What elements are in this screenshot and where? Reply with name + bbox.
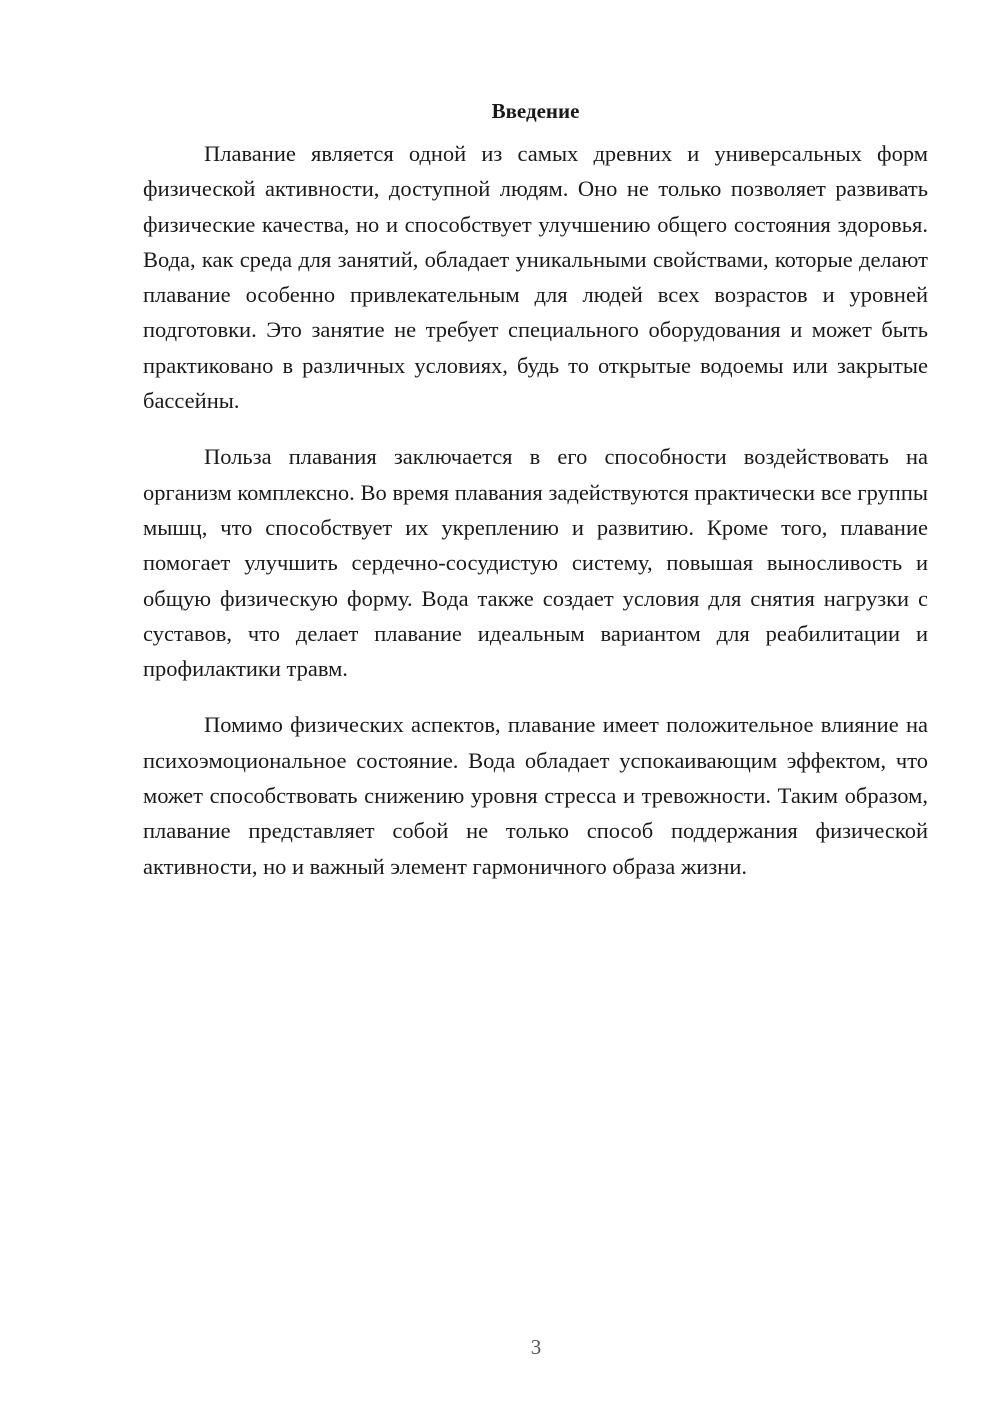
paragraph-2: Польза плавания заключается в его способности воздействовать на организм комплексно. Во время плавания задействуются практически все группы мышц, что способствует их укреплению и развитию. Кроме того, плавание помогает улучшить сердечно-сосудистую систему, повышая выносливость и общую физическую форму. Вода также создает условия для снятия нагрузки с суставов, что делает плавание идеальным вариантом для реабилитации и профилактики травм. bbox=[143, 444, 928, 682]
page-content bbox=[143, 96, 928, 905]
page-number: 3 bbox=[530, 1335, 542, 1359]
paragraph-3: Помимо физических аспектов, плавание имеет положительное влияние на психоэмоциональное состояние. Вода обладает успокаивающим эффектом, что может способствовать снижению уровня стресса и тревожности. Таким образом, плавание представляет собой не только способ поддержания физической активности, но и важный элемент гармоничного образа жизни. bbox=[143, 712, 928, 879]
paragraph-1: Плавание является одной из самых древних и универсальных форм физической активности, доступной людям. Оно не только позволяет развивать физические качества, но и способствует улучшению общего состояния здоровья. Вода, как среда для занятий, обладает уникальными свойствами, которые делают плавание особенно привлекательным для людей всех возрастов и уровней подготовки. Это занятие не требует специального оборудования и может быть практиковано в различных условиях, будь то открытые водоемы или закрытые бассейны. bbox=[143, 141, 928, 414]
section-title: Введение bbox=[491, 99, 580, 123]
